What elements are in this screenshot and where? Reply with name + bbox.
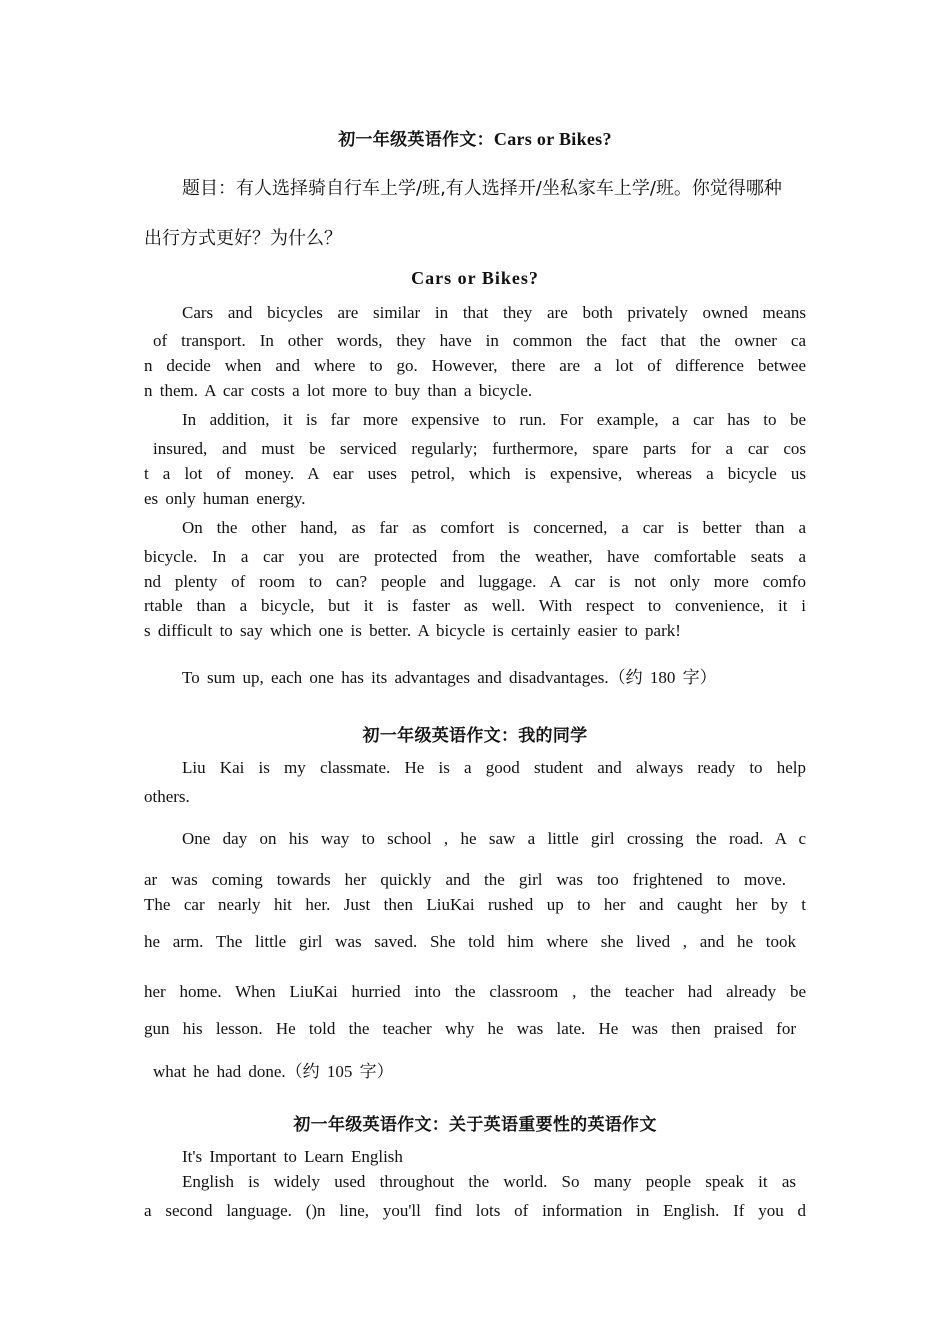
essay-line: Cars and bicycles are similar in that they are both privately owned means [182, 303, 806, 322]
essay-line: ar was coming towards her quickly and the girl was too frightened to move. [144, 870, 786, 889]
essay-line: n decide when and where to go. However, there are a lot of difference betwee [144, 356, 806, 375]
essay-line-summary: To sum up, each one has its advantages and disadvantages.（约 180 字） [182, 668, 717, 687]
section-title-my-classmate: 初一年级英语作文：我的同学 [362, 726, 588, 746]
essay-line: s difficult to say which one is better. A bicycle is certainly easier to park! [144, 621, 681, 640]
essay-line: insured, and must be serviced regularly; furthermore, spare parts for a car cos [153, 439, 806, 458]
essay-line: The car nearly hit her. Just then LiuKai rushed up to her and caught her by t [144, 895, 806, 914]
essay-line: he arm. The little girl was saved. She told him where she lived , and he took [144, 932, 796, 951]
section-title-cn: 初一年级英语作文： [338, 130, 494, 150]
essay-line-end: what he had done.（约 105 字） [153, 1062, 394, 1081]
section-title-en: Cars or Bikes? [493, 129, 612, 149]
essay-line: nd plenty of room to can? people and luggage. A car is not only more comfo [144, 572, 806, 591]
essay-line: One day on his way to school , he saw a little girl crossing the road. A c [182, 829, 806, 848]
section-title-cars-or-bikes [0, 125, 950, 150]
essay-line: her home. When LiuKai hurried into the classroom , the teacher had already be [144, 982, 806, 1001]
essay-line: English is widely used throughout the world. So many people speak it as [182, 1172, 796, 1191]
prompt-line-2: 出行方式更好？为什么？ [144, 228, 342, 249]
section-title-importance-of-english: 初一年级英语作文：关于英语重要性的英语作文 [293, 1115, 657, 1135]
essay-line: of transport. In other words, they have in common the fact that the owner ca [153, 331, 806, 350]
essay-line: t a lot of money. A ear uses petrol, which is expensive, whereas a bicycle us [144, 464, 806, 483]
essay-line-heading: It's Important to Learn English [182, 1147, 403, 1166]
prompt-line-1: 题目：有人选择骑自行车上学/班,有人选择开/坐私家车上学/班。你觉得哪种 [182, 178, 782, 199]
essay-title: Cars or Bikes? [411, 268, 539, 288]
essay-line: a second language. ()n line, you'll find lots of information in English. If you d [144, 1201, 806, 1220]
essay-line: Liu Kai is my classmate. He is a good student and always ready to help [182, 758, 806, 777]
essay-line: n them. A car costs a lot more to buy than a bicycle. [144, 381, 533, 400]
essay-line: others. [144, 787, 190, 806]
essay-line: On the other hand, as far as comfort is concerned, a car is better than a [182, 518, 806, 537]
essay-line: rtable than a bicycle, but it is faster as well. With respect to convenience, it i [144, 596, 806, 615]
essay-line: es only human energy. [144, 489, 306, 508]
essay-line: bicycle. In a car you are protected from the weather, have comfortable seats a [144, 547, 806, 566]
essay-line: In addition, it is far more expensive to run. For example, a car has to be [182, 410, 806, 429]
essay-line: gun his lesson. He told the teacher why he was late. He was then praised for [144, 1019, 796, 1038]
